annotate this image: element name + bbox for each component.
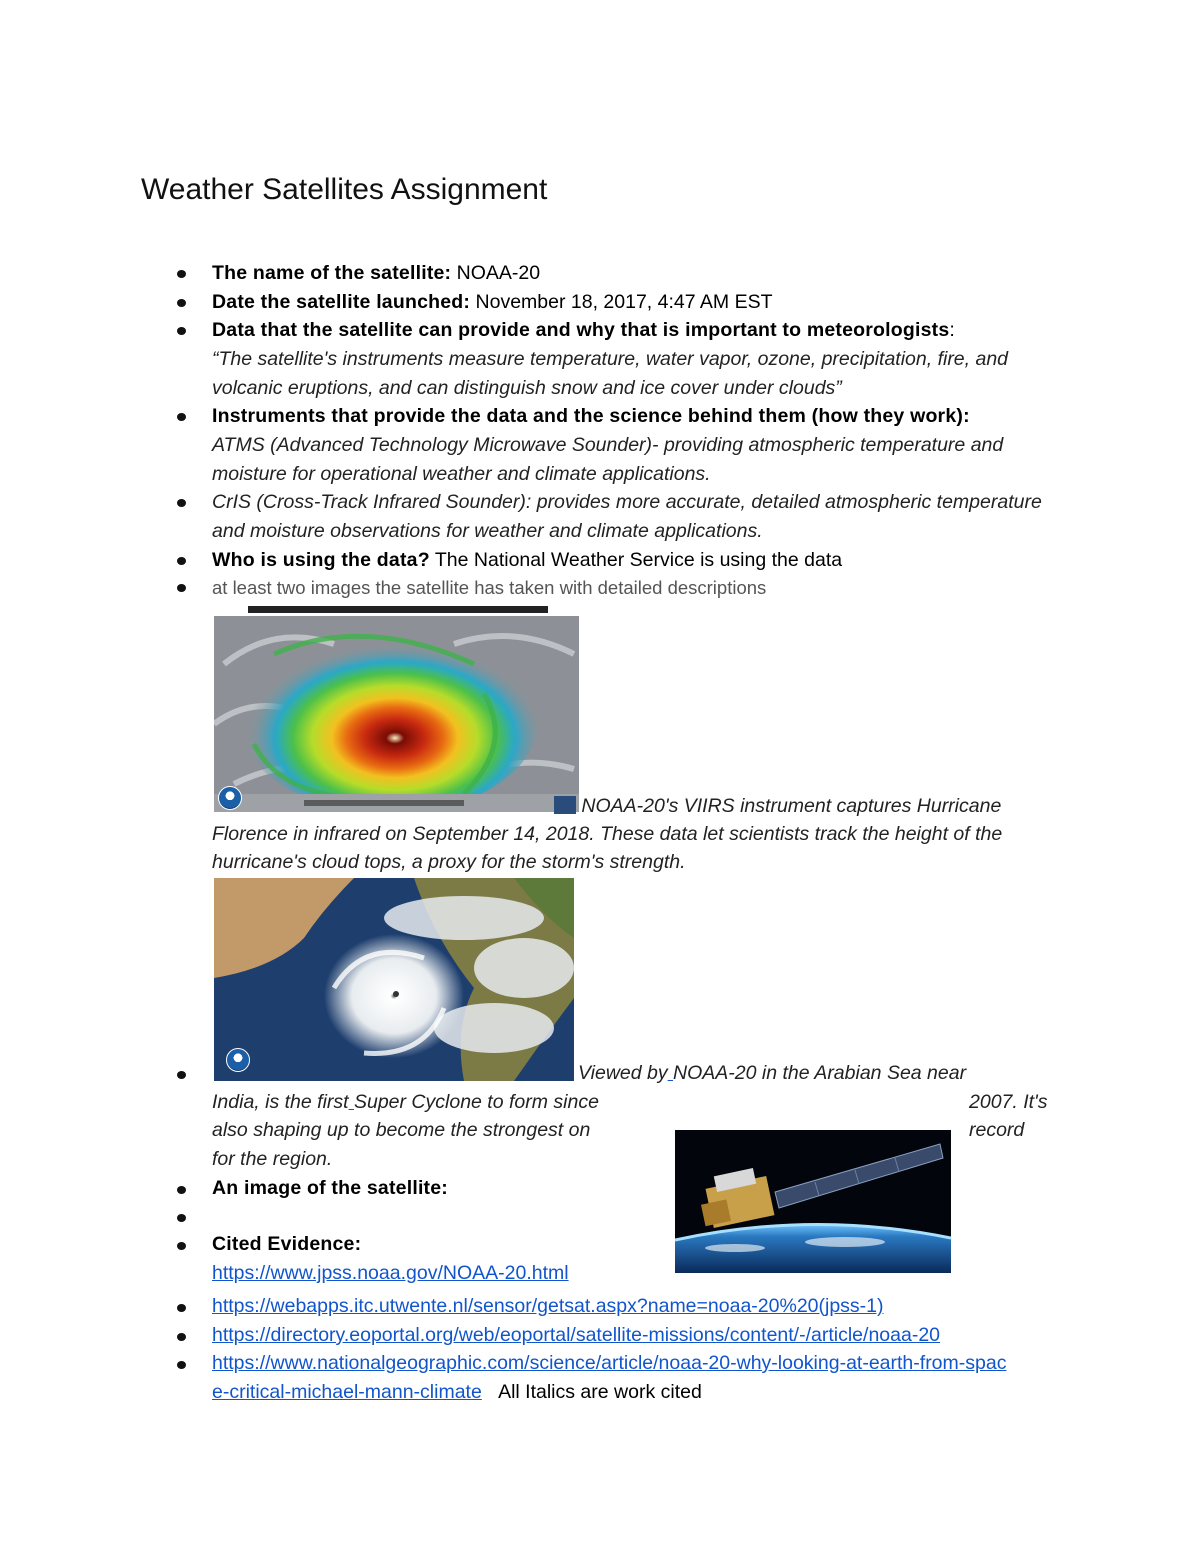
noaa-logo-icon	[218, 786, 242, 810]
bullet-icon	[177, 584, 186, 592]
bullet-icon	[177, 1242, 186, 1250]
list-item	[212, 1349, 1062, 1407]
item-value: The National Weather Service is using the data	[429, 549, 843, 571]
bullet-icon	[177, 299, 186, 307]
cyclone-caption-line-3: also shaping up to become the strongest on	[212, 1119, 591, 1141]
item-label: An image of the satellite:	[212, 1177, 448, 1199]
citation-link-natgeo[interactable]: https://www.nationalgeographic.com/science/article/noaa-20-why-looking-at-earth-from-spac	[212, 1352, 1007, 1374]
bullet-icon	[177, 1361, 186, 1369]
list-item: at least two images the satellite has taken with detailed descriptions	[212, 577, 767, 598]
bullet-icon	[177, 1186, 186, 1194]
cyclone-caption-line-4: for the region.	[212, 1148, 333, 1170]
bullet-icon	[177, 1071, 186, 1079]
list-item	[212, 402, 1062, 489]
bullet-icon	[177, 1214, 186, 1222]
citation-link-natgeo-cont[interactable]: e-critical-michael-mann-climate	[212, 1381, 482, 1403]
noaa-20-satellite-image	[675, 1130, 951, 1273]
bullet-icon	[177, 327, 186, 335]
super-cyclone-image	[214, 878, 574, 1081]
list-item	[212, 546, 1062, 575]
list-item	[212, 288, 1062, 317]
bullet-icon	[177, 413, 186, 421]
item-quote: “The satellite's instruments measure temperature, water vapor, ozone, precipitation, fire, and volcanic eruptions, and can distinguish snow and ice cover under clouds”	[212, 348, 1009, 399]
page-title: Weather Satellites Assignment	[141, 173, 548, 206]
item-label: Data that the satellite can provide and why that is important to meteorologists	[212, 319, 950, 341]
list-item	[212, 1230, 652, 1288]
citation-link-jpss[interactable]: https://www.jpss.noaa.gov/NOAA-20.html	[212, 1262, 569, 1284]
list-item	[212, 259, 1062, 288]
noaa-logo-icon	[554, 796, 576, 814]
citation-link-utwente[interactable]: https://webapps.itc.utwente.nl/sensor/getsat.aspx?name=noaa-20%20(jpss-1)	[212, 1295, 884, 1317]
list-item	[212, 1292, 1062, 1321]
list-item: Data that the satellite can provide and why that is important to meteorologists: “The satellite's instruments measure temperature, water vapor, ozone, precipitation, fire, and volcanic eruptions, and can distinguish snow and ice cover under clouds”	[212, 319, 1009, 399]
list-item	[212, 1321, 1062, 1350]
list-item	[212, 1174, 652, 1203]
bullet-icon	[177, 270, 186, 278]
noaa-logo-icon	[226, 1048, 250, 1072]
item-value: NOAA-20	[451, 262, 541, 284]
cyclone-caption-line-3-end: record	[969, 1119, 1025, 1141]
item-label: The name of the satellite:	[212, 262, 452, 284]
item-label: Date the satellite launched:	[212, 291, 471, 313]
florence-caption-line-3: hurricane's cloud tops, a proxy for the storm's strength.	[212, 851, 686, 873]
cyclone-caption-line-2: India, is the first Super Cyclone to form since	[212, 1091, 599, 1113]
item-label: Who is using the data?	[212, 549, 430, 571]
list-item: CrIS (Cross-Track Infrared Sounder): provides more accurate, detailed atmospheric temperature and moisture observations for weather and climate applications.	[212, 491, 1042, 542]
cyclone-caption-line-2-end: 2007. It's	[969, 1091, 1048, 1113]
item-label: Cited Evidence:	[212, 1233, 362, 1255]
works-cited-note: All Italics are work cited	[498, 1381, 702, 1403]
bullet-icon	[177, 1333, 186, 1341]
cyclone-caption-line-1: Viewed by NOAA-20 in the Arabian Sea near	[578, 1062, 967, 1084]
item-atms: ATMS (Advanced Technology Microwave Sounder)- providing atmospheric temperature and moisture for operational weather and climate applications.	[212, 434, 1004, 485]
bullet-icon	[177, 499, 186, 507]
florence-caption-line-1: NOAA-20's VIIRS instrument captures Hurricane	[554, 792, 1074, 821]
bullet-icon	[177, 557, 186, 565]
bullet-icon	[177, 1304, 186, 1312]
hurricane-florence-image	[214, 604, 579, 812]
item-label: Instruments that provide the data and the science behind them (how they work):	[212, 405, 970, 427]
citation-link-eoportal[interactable]: https://directory.eoportal.org/web/eoportal/satellite-missions/content/-/article/noaa-20	[212, 1324, 941, 1346]
item-value: November 18, 2017, 4:47 AM EST	[470, 291, 773, 313]
florence-caption-line-2: Florence in infrared on September 14, 2018. These data let scientists track the height of the	[212, 823, 1003, 845]
